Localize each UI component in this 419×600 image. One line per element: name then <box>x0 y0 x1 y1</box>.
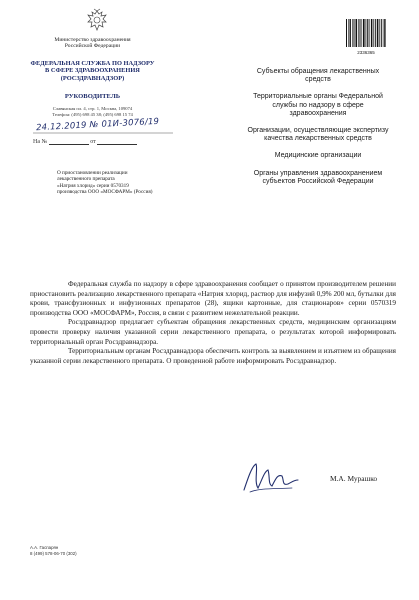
reference-line <box>33 138 153 145</box>
ref-prefix: На № <box>33 139 48 145</box>
barcode <box>346 19 386 47</box>
ministry-name <box>40 37 145 50</box>
service-line: ФЕДЕРАЛЬНАЯ СЛУЖБА ПО НАДЗОРУ <box>30 60 155 67</box>
letter-body <box>30 280 396 366</box>
coat-of-arms-emblem <box>86 8 108 34</box>
subject-line: «Натрия хлорид» серии 0570319 <box>57 182 129 189</box>
service-line: (РОСЗДРАВНАДЗОР) <box>60 74 125 82</box>
ministry-line: Российской Федерации <box>64 43 121 50</box>
recipient: Медицинские организации <box>274 152 362 160</box>
executor-name: А.А. Гаспарян <box>30 545 59 550</box>
recipient: Организации, осуществляющие экспертизу качества лекарственных средств <box>247 127 389 143</box>
registration-underline <box>33 132 173 134</box>
signer-name: М.А. Мурашко <box>330 474 378 483</box>
ref-date-blank <box>97 138 137 145</box>
subject-block <box>57 170 177 196</box>
recipient: Органы управления здравоохранением субъектов Российской Федерации <box>253 169 383 185</box>
executor-phone: 8 (499) 578-06-70 (302) <box>30 550 77 556</box>
head-title: РУКОВОДИТЕЛЬ <box>64 93 121 100</box>
body-paragraph: Федеральная служба по надзору в сфере здравоохранения сообщает о принятом производителем решении приостановить реализацию лекарственного препарата «Натрия хлорид, раствор для инфузий 0,9% 200 мл, бутылки для крови, трансфузионных и инфузионных препаратов (28), ящики картонные, для стационаров» серии 0570319 производства ООО «МОСФАРМ», Россия, в связи с развитием нежелательной реакции. <box>30 280 396 317</box>
recipients-block <box>247 68 389 195</box>
barcode-number: 2336365 <box>357 50 375 55</box>
registration-line <box>33 116 173 135</box>
address-line: Славянская пл. 4, стр. 1, Москва, 109074 <box>52 106 133 111</box>
ref-from: от <box>90 139 96 145</box>
body-paragraph: Территориальным органам Росздравнадзора обеспечить контроль за выявлением и изъятием из обращения указанной серии лекарственного препарата. О проведенной работе информировать Росздравнадзор. <box>30 347 396 365</box>
handwritten-date-number: 24.12.2019 № 01И-3076/19 <box>35 116 160 134</box>
address-block <box>35 106 150 118</box>
executor-block <box>30 545 77 556</box>
subject-line: О приостановлении реализации <box>57 170 128 176</box>
handwritten-signature <box>240 458 300 498</box>
subject-line: производства ООО «МОСФАРМ» (Россия) <box>57 189 153 196</box>
body-paragraph: Росздравнадзор предлагает субъектам обращения лекарственных средств, медицинским организациям провести проверку наличия указанной серии лекарственного препарата, о результатах которой информировать территориальный орган Росздравнадзора. <box>30 318 396 346</box>
service-name <box>30 60 155 82</box>
address-line: Телефон: (495) 698 45 38; (495) 698 15 74 <box>52 112 133 117</box>
subject-line: лекарственного препарата <box>57 176 115 183</box>
ref-number-blank <box>49 138 89 145</box>
recipient: Субъекты обращения лекарственных средств <box>256 68 380 84</box>
service-line: В СФЕРЕ ЗДРАВООХРАНЕНИЯ <box>45 67 140 75</box>
recipient: Территориальные органы Федеральной службы по надзору в сфере здравоохранения <box>253 93 383 117</box>
ministry-line: Министерство здравоохранения <box>54 37 131 43</box>
